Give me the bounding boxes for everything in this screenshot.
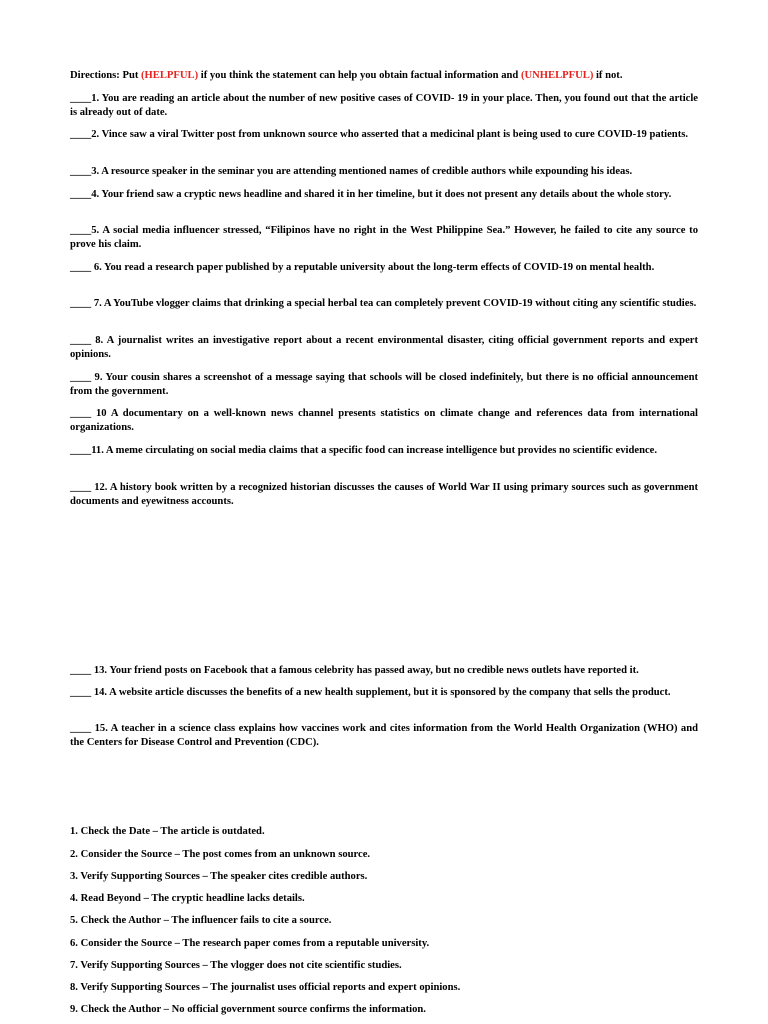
item-12: ____ 12. A history book written by a recognized historian discusses the causes of World War II using primary sources such as government documents and eyewitness accounts.	[70, 482, 698, 507]
answer-7: 7. Verify Supporting Sources – The vlogger does not cite scientific studies.	[70, 960, 402, 971]
item-11: ____11. A meme circulating on social media claims that a specific food can increase intelligence but provides no scientific evidence.	[70, 445, 658, 456]
directions-middle: if you think the statement can help you obtain factual information and	[198, 70, 521, 81]
item-15: ____ 15. A teacher in a science class explains how vaccines work and cites information from the World Health Organization (WHO) and the Centers for Disease Control and Prevention (CDC).	[70, 723, 698, 748]
answer-4: 4. Read Beyond – The cryptic headline lacks details.	[70, 893, 305, 904]
answer-6: 6. Consider the Source – The research paper comes from a reputable university.	[70, 938, 430, 949]
answer-5: 5. Check the Author – The influencer fails to cite a source.	[70, 915, 332, 926]
item-3: ____3. A resource speaker in the seminar you are attending mentioned names of credible authors while expounding his ideas.	[70, 166, 633, 177]
item-8: ____ 8. A journalist writes an investigative report about a recent environmental disaster, citing official government reports and expert opinions.	[70, 335, 698, 360]
directions	[70, 69, 698, 83]
answer-3: 3. Verify Supporting Sources – The speaker cites credible authors.	[70, 871, 368, 882]
item-13: ____ 13. Your friend posts on Facebook that a famous celebrity has passed away, but no credible news outlets have reported it.	[70, 665, 639, 676]
answer-2: 2. Consider the Source – The post comes from an unknown source.	[70, 849, 371, 860]
item-2: ____2. Vince saw a viral Twitter post from unknown source who asserted that a medicinal plant is being used to cure COVID-19 patients.	[70, 129, 688, 140]
unhelpful-label: (UNHELPFUL)	[520, 70, 594, 81]
item-5: ____5. A social media influencer stressed, “Filipinos have no right in the West Philippine Sea.” However, he failed to cite any source to prove his claim.	[70, 225, 698, 250]
answer-1: 1. Check the Date – The article is outdated.	[70, 826, 265, 837]
item-7: ____ 7. A YouTube vlogger claims that drinking a special herbal tea can completely prevent COVID-19 without citing any scientific studies.	[70, 298, 697, 309]
helpful-label: (HELPFUL)	[141, 70, 199, 81]
directions-lead: Directions: Put	[70, 70, 142, 81]
item-6: ____ 6. You read a research paper published by a reputable university about the long-term effects of COVID-19 on mental health.	[70, 262, 655, 273]
answer-8: 8. Verify Supporting Sources – The journalist uses official reports and expert opinions.	[70, 982, 461, 993]
item-9: ____ 9. Your cousin shares a screenshot of a message saying that schools will be closed indefinitely, but there is no official announcement from the government.	[70, 372, 698, 397]
item-1: ____1. You are reading an article about the number of new positive cases of COVID- 19 in your place. Then, you found out that the article is already out of date.	[70, 93, 698, 118]
item-14: ____ 14. A website article discusses the benefits of a new health supplement, but it is sponsored by the company that sells the product.	[70, 687, 671, 698]
directions-tail: if not.	[593, 70, 623, 81]
item-10: ____ 10 A documentary on a well-known news channel presents statistics on climate change and references data from international organizations.	[70, 408, 698, 433]
item-4: ____4. Your friend saw a cryptic news headline and shared it in her timeline, but it does not present any details about the whole story.	[70, 189, 672, 200]
answer-9: 9. Check the Author – No official government source confirms the information.	[70, 1004, 426, 1015]
